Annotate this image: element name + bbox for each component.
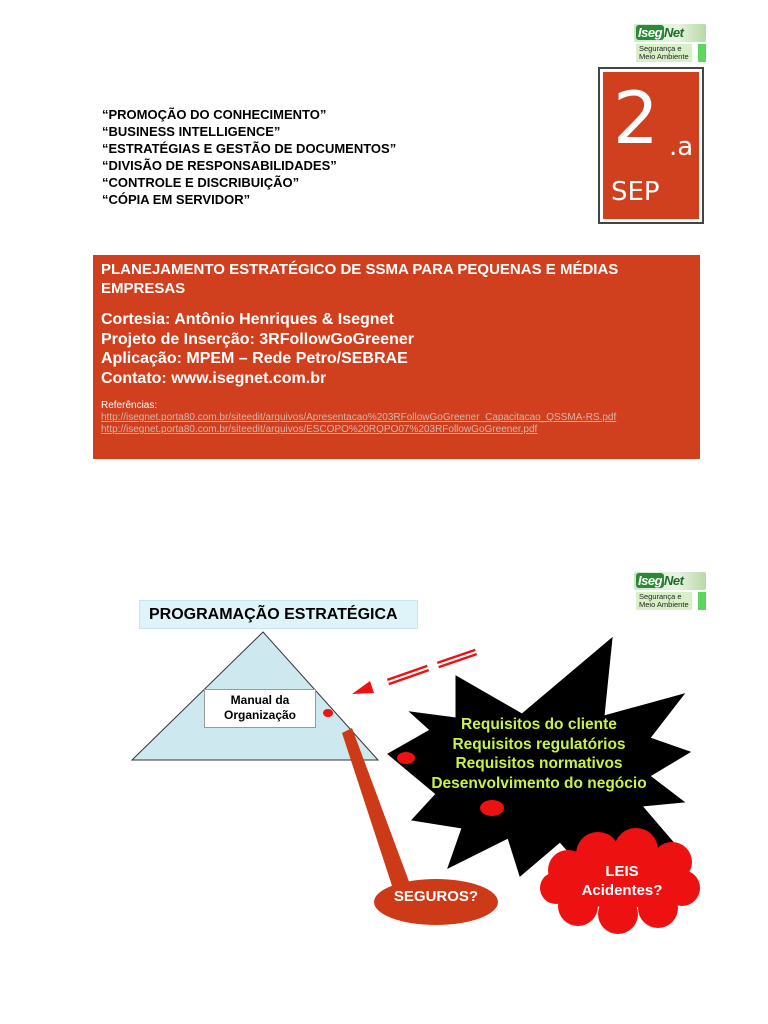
requirement-item: Requisitos regulatórios [452, 735, 626, 753]
topic-item: “BUSINESS INTELLIGENCE” [102, 124, 281, 139]
topic-item: “DIVISÃO DE RESPONSABILIDADES” [102, 158, 337, 173]
edition-suffix: .a [669, 132, 694, 162]
leis-label: LEIS Acidentes? [581, 863, 663, 899]
reference-link[interactable]: http://isegnet.porta80.com.br/siteedit/arquivos/ESCOPO%20RQPO07%203RFollowGoGreener.pdf [101, 424, 538, 435]
isegnet-logo: Iseg Net Segurança e Meio Ambiente [634, 572, 706, 616]
manual-label: Manual da Organização [204, 689, 316, 728]
reference-link[interactable]: http://isegnet.porta80.com.br/siteedit/arquivos/Apresentacao%203RFollowGoGreener_Capacitacao_QSSMA-RS.pdf [101, 412, 617, 423]
panel-title: PLANEJAMENTO ESTRATÉGICO DE SSMA PARA PEQUENAS E MÉDIAS EMPRESAS [101, 261, 619, 297]
red-dot [480, 800, 504, 816]
requirement-item: Requisitos normativos [455, 755, 623, 772]
requirement-item: Desenvolvimento do negócio [431, 774, 647, 792]
edition-label: SEP [611, 177, 660, 207]
edition-badge [598, 67, 704, 224]
topic-item: “PROMOÇÃO DO CONHECIMENTO” [102, 107, 327, 122]
application-line: Aplicação: MPEM – Rede Petro/SEBRAE [101, 350, 408, 367]
seguros-label: SEGUROS? [393, 888, 479, 905]
isegnet-logo: Iseg Net Segurança e Meio Ambiente [634, 24, 706, 68]
topic-item: “CONTROLE E DISCRIBUIÇÃO” [102, 175, 300, 190]
requirement-item: Requisitos do cliente [461, 716, 617, 733]
topic-item: “ESTRATÉGIAS E GESTÃO DE DOCUMENTOS” [102, 141, 397, 156]
project-line: Projeto de Inserção: 3RFollowGoGreener [101, 330, 414, 348]
red-dot [323, 709, 333, 717]
diagram-title: PROGRAMAÇÃO ESTRATÉGICA [139, 600, 418, 629]
topic-list [102, 106, 396, 208]
panel-info [101, 310, 692, 388]
contact-line: Contato: www.isegnet.com.br [101, 369, 327, 387]
references-label: Referências: [101, 400, 158, 411]
courtesy-line: Cortesia: Antônio Henriques & Isegnet [101, 311, 394, 328]
edition-number: 2 [613, 76, 659, 160]
info-panel [93, 255, 700, 459]
requirements-list [408, 715, 670, 793]
topic-item: “CÓPIA EM SERVIDOR” [102, 192, 251, 207]
